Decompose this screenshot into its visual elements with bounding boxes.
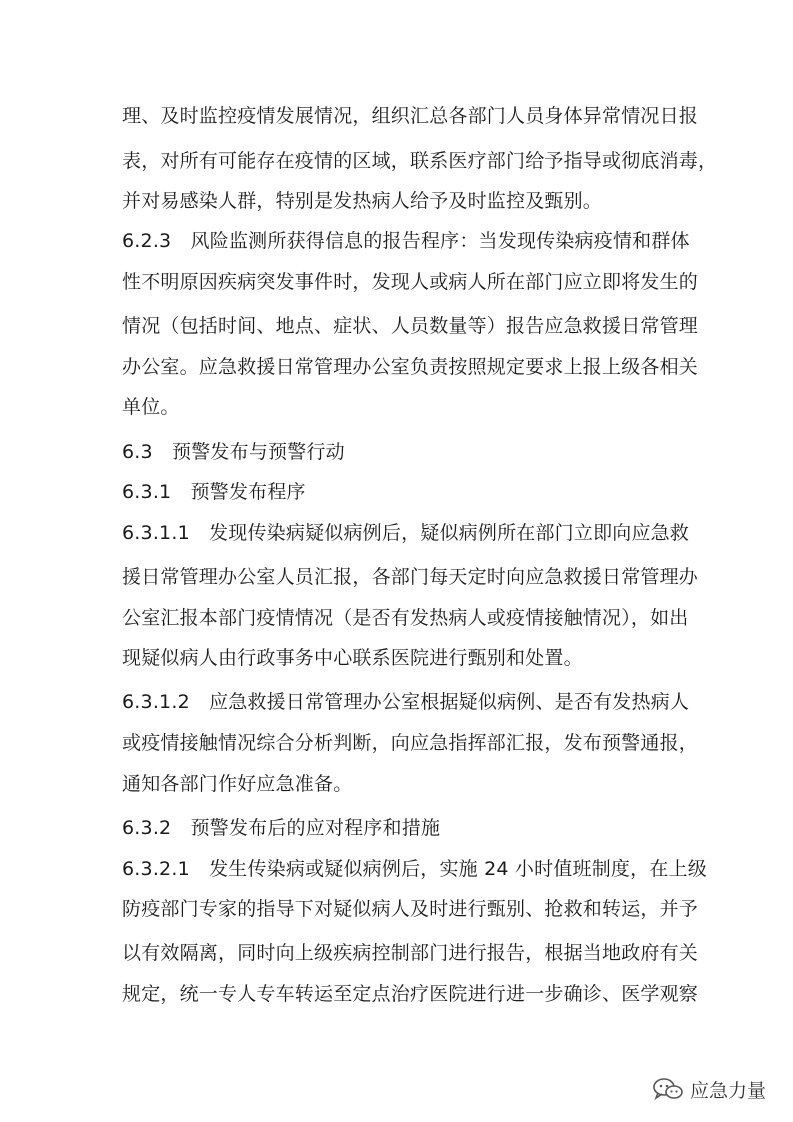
text-line: 现疑似病人由行政事务中心联系医院进行甄别和处置。 <box>122 647 583 669</box>
section-heading: 6.3.1 预警发布程序 <box>122 481 306 503</box>
text-line: 情况（包括时间、地点、症状、人员数量等）报告应急救援日常管理 <box>122 315 699 337</box>
watermark <box>652 1074 766 1104</box>
text-line: 以有效隔离，同时向上级疾病控制部门进行报告，根据当地政府有关 <box>122 942 699 964</box>
text-line: 办公室。应急救援日常管理办公室负责按照规定要求上报上级各相关 <box>122 356 699 378</box>
section-heading: 6.3.2 预警发布后的应对程序和措施 <box>122 817 441 839</box>
text-line: 6.2.3 风险监测所获得信息的报告程序：当发现传染病疫情和群体 <box>122 230 690 252</box>
wechat-icon <box>652 1077 684 1101</box>
watermark-text: 应急力量 <box>690 1079 767 1102</box>
text-line: 单位。 <box>122 396 180 418</box>
text-line: 性不明原因疾病突发事件时，发现人或病人所在部门应立即将发生的 <box>122 271 699 293</box>
text-line: 援日常管理办公室人员汇报，各部门每天定时向应急救援日常管理办 <box>122 566 699 588</box>
text-line: 6.3.2.1 发生传染病或疑似病例后，实施 24 小时值班制度，在上级 <box>122 858 707 880</box>
text-line: 6.3.1.1 发现传染病疑似病例后，疑似病例所在部门立即向应急救 <box>122 522 690 544</box>
text-line: 表，对所有可能存在疫情的区域，联系医疗部门给予指导或彻底消毒， <box>122 150 718 172</box>
text-line: 通知各部门作好应急准备。 <box>122 773 353 795</box>
text-line: 防疫部门专家的指导下对疑似病人及时进行甄别、抢救和转运，并予 <box>122 898 699 920</box>
text-line: 6.3.1.2 应急救援日常管理办公室根据疑似病例、是否有发热病人 <box>122 691 690 713</box>
text-line: 理、及时监控疫情发展情况，组织汇总各部门人员身体异常情况日报 <box>122 105 699 127</box>
section-heading: 6.3 预警发布与预警行动 <box>122 441 345 463</box>
text-line: 或疫情接触情况综合分析判断，向应急指挥部汇报，发布预警通报， <box>122 732 699 754</box>
text-line: 公室汇报本部门疫情情况（是否有发热病人或疫情接触情况），如出 <box>122 607 689 629</box>
text-line: 规定，统一专人专车转运至定点治疗医院进行进一步确诊、医学观察 <box>122 983 699 1005</box>
text-line: 并对易感染人群，特别是发热病人给予及时监控及甄别。 <box>122 190 603 212</box>
